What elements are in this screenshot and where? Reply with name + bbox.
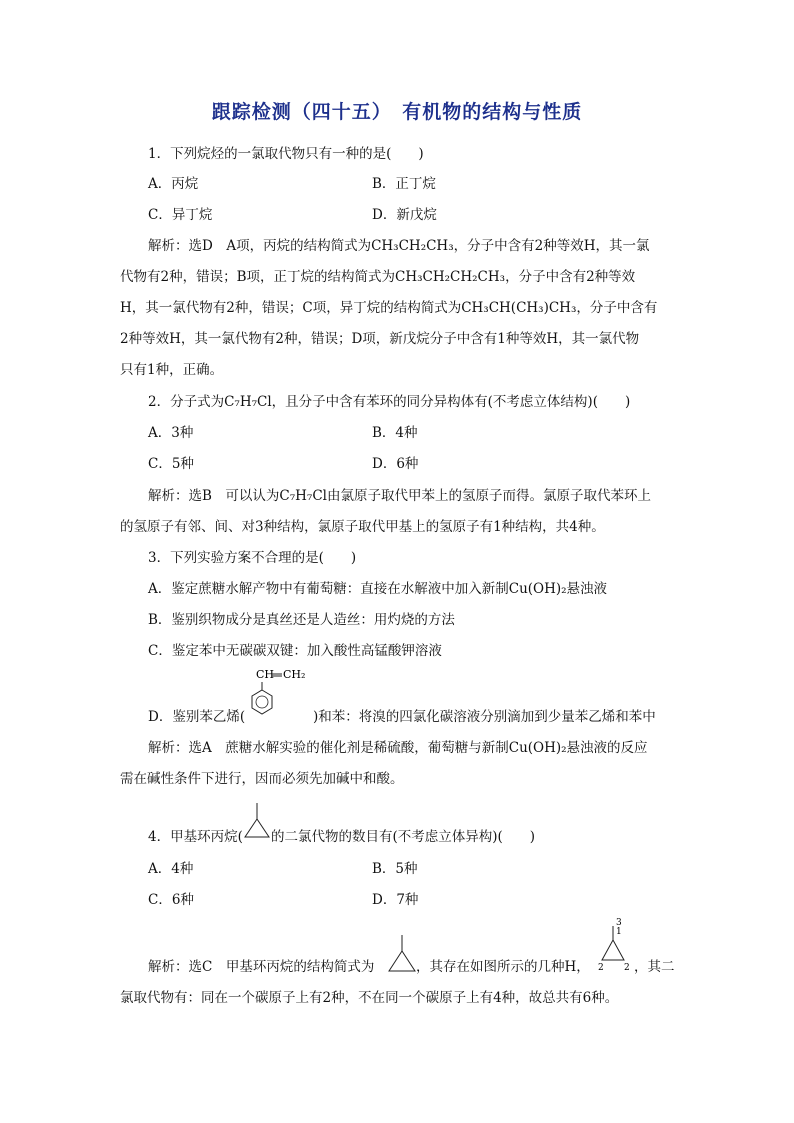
- h-label-2a: 2: [598, 963, 604, 973]
- hydrogen-types-diagram: [596, 916, 632, 972]
- q4-option-d: D．7种: [372, 892, 419, 908]
- page-title: 跟踪检测（四十五） 有机物的结构与性质: [211, 101, 583, 123]
- q2-explanation-line: 解析：选B 可以认为C₇H₇Cl由氯原子取代甲苯上的氢原子而得。氯原子取代苯环上: [148, 488, 651, 504]
- q3-option-c: C．鉴定苯中无碳碳双键：加入酸性高锰酸钾溶液: [148, 643, 442, 659]
- q2-option-a: A．3种: [148, 425, 194, 441]
- q4-explanation-line-2: 氯取代物有：同在一个碳原子上有2种，不在同一个碳原子上有4种，故总共有6种。: [120, 990, 619, 1006]
- q3-explanation-line: 解析：选A 蔗糖水解实验的催化剂是稀硫酸，葡萄糖与新制Cu(OH)₂悬浊液的反应: [148, 740, 648, 756]
- q2-option-c: C．5种: [148, 456, 194, 472]
- q4-explanation-mid: ，其存在如图所示的几种H，: [416, 959, 590, 975]
- q1-option-c: C．异丁烷: [148, 207, 213, 223]
- methylcyclopropane-structure: [242, 801, 272, 841]
- styrene-structure: [242, 666, 312, 722]
- h-label-3: 3: [616, 918, 622, 928]
- question-2-stem: 2．分子式为C₇H₇Cl，且分子中含有苯环的同分异构体有(不考虑立体结构)( ): [148, 394, 631, 410]
- q4-option-a: A．4种: [148, 861, 194, 877]
- question-4-stem-post: 的二氯代物的数目有(不考虑立体异构)( ): [271, 829, 536, 845]
- q4-option-b: B．5种: [372, 861, 418, 877]
- question-4-stem-pre: 4．甲基环丙烷(: [148, 829, 243, 845]
- q3-option-d-post: )和苯：将溴的四氯化碳溶液分别滴加到少量苯乙烯和苯中: [313, 709, 656, 725]
- styrene-label-ch: CH: [256, 668, 275, 681]
- q1-explanation-line: 2种等效H，其一氯代物有2种，错误；D项，新戊烷分子中含有1种等效H，其一氯代物: [120, 331, 640, 347]
- question-3-stem: 3．下列实验方案不合理的是( ): [148, 550, 357, 566]
- q3-option-b: B．鉴别织物成分是真丝还是人造丝：用灼烧的方法: [148, 612, 455, 628]
- q1-explanation-line: H，其一氯代物有2种，错误；C项，异丁烷的结构简式为CH₃CH(CH₃)CH₃，分子中含有: [120, 300, 658, 316]
- q1-option-b: B．正丁烷: [372, 176, 436, 192]
- h-label-2b: 2: [624, 963, 630, 973]
- q1-option-d: D．新戊烷: [372, 207, 437, 223]
- q4-option-c: C．6种: [148, 892, 194, 908]
- q1-explanation-line: 只有1种，正确。: [120, 362, 224, 378]
- q2-option-b: B．4种: [372, 425, 418, 441]
- q2-option-d: D．6种: [372, 456, 419, 472]
- q2-explanation-line: 的氢原子有邻、间、对3种结构，氯原子取代甲基上的氢原子有1种结构，共4种。: [120, 519, 605, 535]
- benzene-ring: [252, 690, 272, 714]
- q1-explanation-line: 解析：选D A项，丙烷的结构简式为CH₃CH₂CH₃，分子中含有2种等效H，其一氯: [148, 238, 650, 254]
- styrene-label-ch2: CH₂: [283, 668, 306, 681]
- q3-explanation-line: 需在碱性条件下进行，因而必须先加碱中和酸。: [120, 771, 404, 787]
- methylcyclopropane-structure-2: [386, 933, 418, 975]
- q3-option-a: A．鉴定蔗糖水解产物中有葡萄糖：直接在水解液中加入新制Cu(OH)₂悬浊液: [148, 581, 608, 597]
- q1-option-a: A．丙烷: [148, 176, 199, 192]
- q3-option-d-pre: D．鉴别苯乙烯(: [148, 709, 246, 725]
- h-label-1: 1: [616, 927, 622, 937]
- q4-explanation-post: ，其二: [634, 959, 675, 975]
- q4-explanation-pre: 解析：选C 甲基环丙烷的结构简式为: [148, 959, 375, 975]
- question-1-stem: 1．下列烷烃的一氯取代物只有一种的是( ): [148, 146, 424, 162]
- q1-explanation-line: 代物有2种，错误；B项，正丁烷的结构简式为CH₃CH₂CH₂CH₃，分子中含有2种等效: [120, 269, 636, 285]
